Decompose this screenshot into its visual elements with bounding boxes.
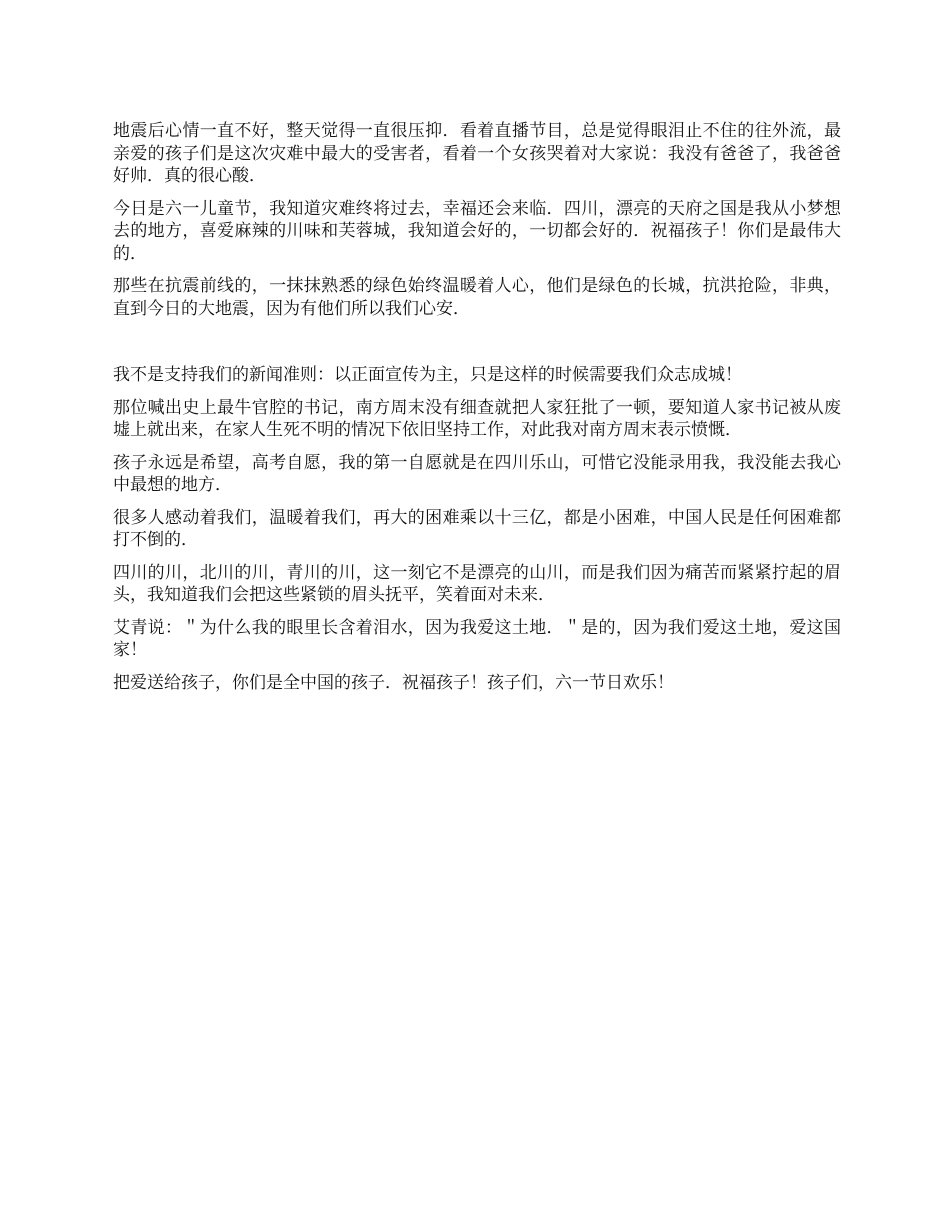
paragraph: 那些在抗震前线的，一抹抹熟悉的绿色始终温暖着人心，他们是绿色的长城，抗洪抢险，非典，直到今日的大地震，因为有他们所以我们心安．: [113, 276, 841, 319]
paragraph: 我不是支持我们的新闻准则：以正面宣传为主，只是这样的时候需要我们众志成城！: [113, 365, 742, 385]
paragraph: 孩子永远是希望，高考自愿，我的第一自愿就是在四川乐山，可惜它没能录用我，我没能去我心中最想的地方．: [113, 452, 841, 495]
document-page: [113, 120, 841, 704]
section-gap: [113, 330, 841, 364]
paragraph: 地震后心情一直不好，整天觉得一直很压抑．看着直播节目，总是觉得眼泪止不住的往外流，最亲爱的孩子们是这次灾难中最大的受害者，看着一个女孩哭着对大家说：我没有爸爸了，我爸爸好帅．真的很心酸．: [113, 121, 841, 186]
paragraph: 艾青说：＂为什么我的眼里长含着泪水，因为我爱这土地．＂是的，因为我们爱这土地，爱这国家！: [113, 617, 841, 660]
paragraph: 四川的川，北川的川，青川的川，这一刻它不是漂亮的山川，而是我们因为痛苦而紧紧拧起的眉头，我知道我们会把这些紧锁的眉头抚平，笑着面对未来．: [113, 562, 841, 605]
paragraph: 很多人感动着我们，温暖着我们，再大的困难乘以十三亿，都是小困难，中国人民是任何困难都打不倒的．: [113, 507, 841, 550]
paragraph: 那位喊出史上最牛官腔的书记，南方周末没有细查就把人家狂批了一顿，要知道人家书记被从废墟上就出来，在家人生死不明的情况下依旧坚持工作，对此我对南方周末表示愤慨．: [113, 397, 841, 440]
paragraph: 今日是六一儿童节，我知道灾难终将过去，幸福还会来临．四川，漂亮的天府之国是我从小梦想去的地方，喜爱麻辣的川味和芙蓉城，我知道会好的，一切都会好的．祝福孩子！你们是最伟大的．: [113, 198, 841, 264]
paragraph: 把爱送给孩子，你们是全中国的孩子．祝福孩子！孩子们，六一节日欢乐！: [113, 672, 674, 693]
